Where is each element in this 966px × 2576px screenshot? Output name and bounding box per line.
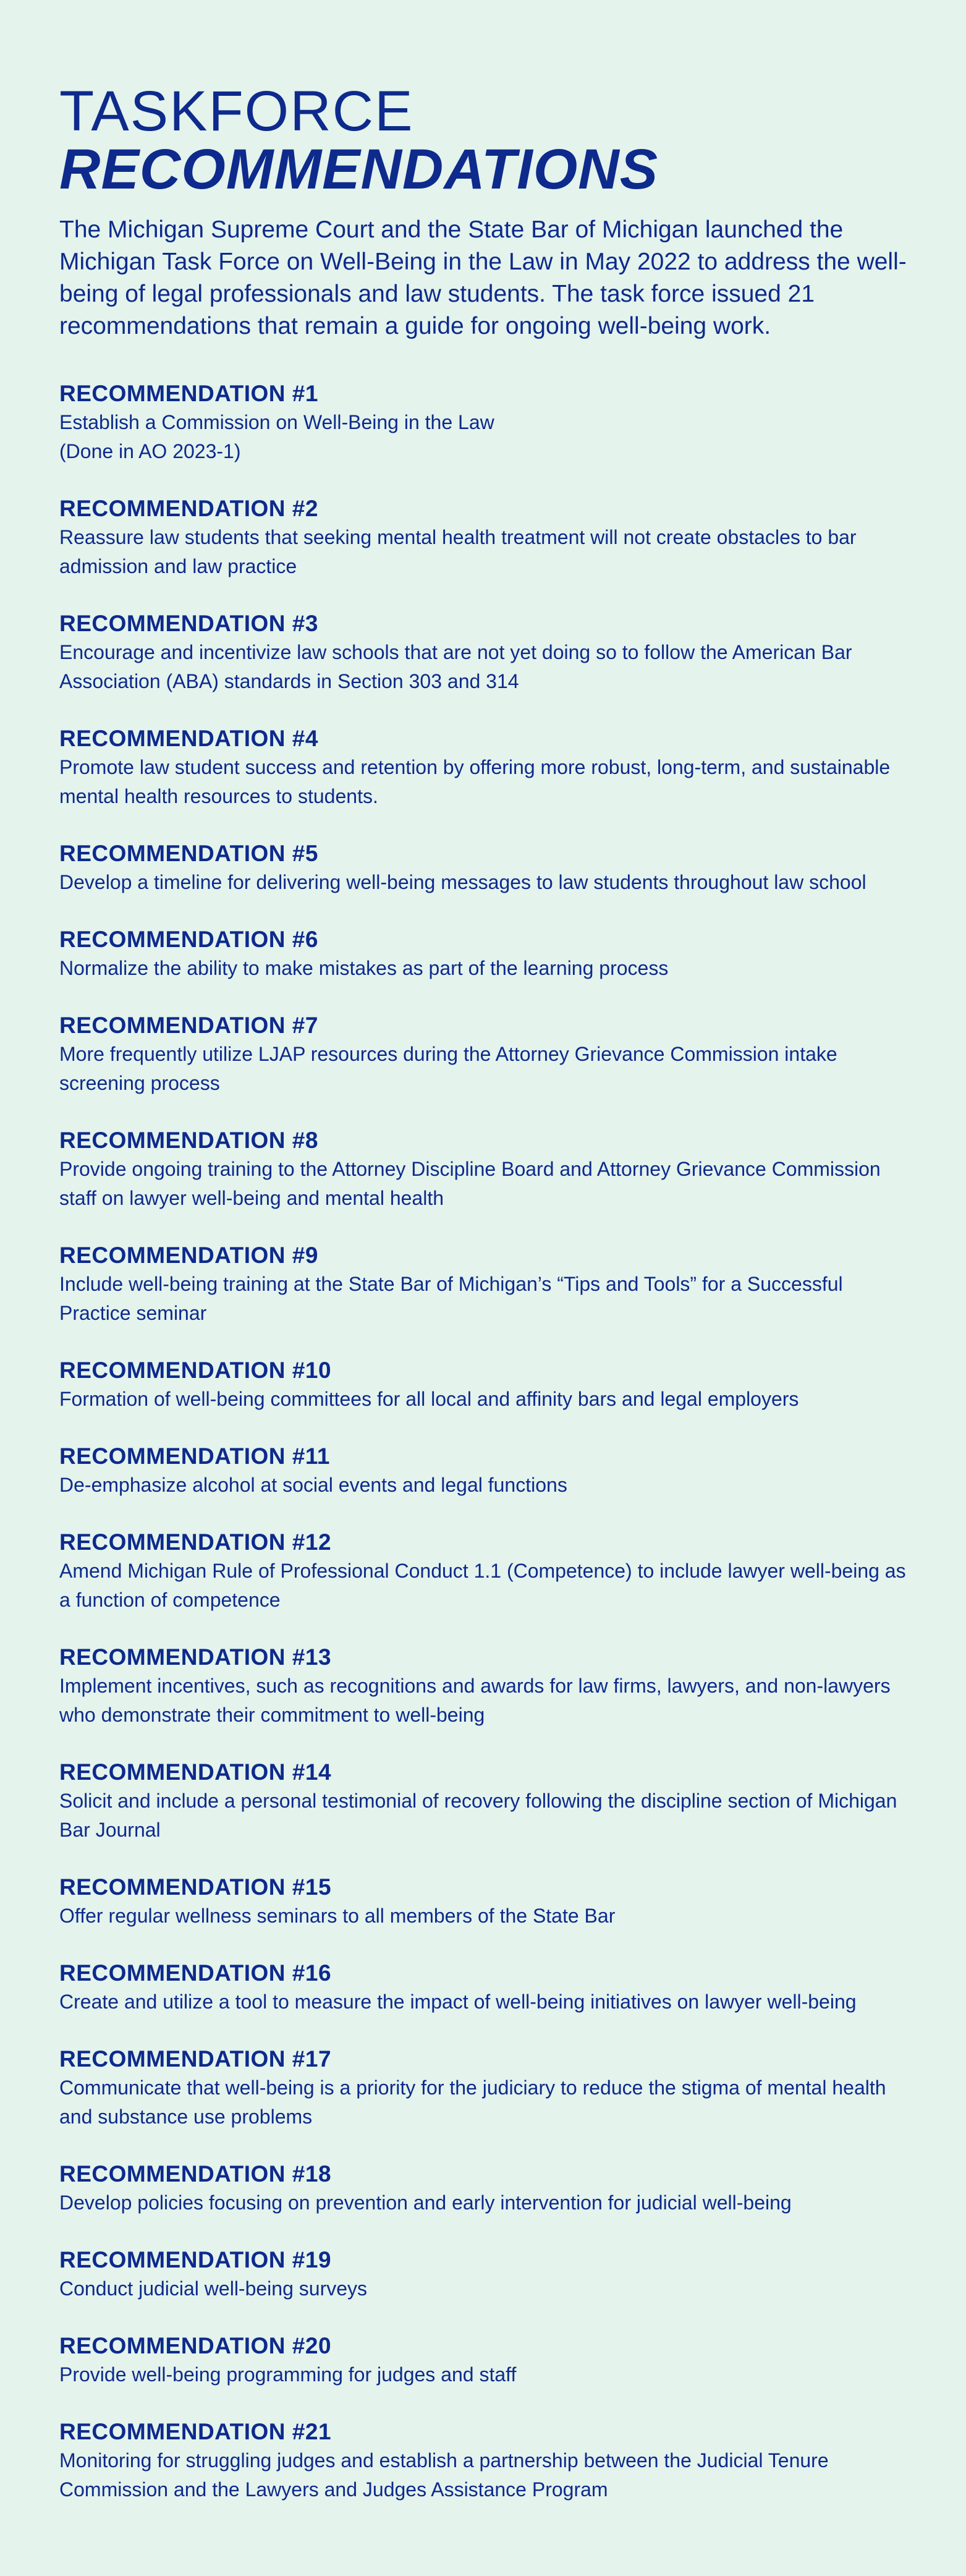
recommendation-title: RECOMMENDATION #7 <box>59 1013 318 1038</box>
document-page <box>59 80 912 2533</box>
recommendation-item <box>59 495 912 581</box>
recommendation-item <box>59 2160 912 2217</box>
recommendation-title: RECOMMENDATION #12 <box>59 1529 332 1555</box>
recommendation-item <box>59 1241 912 1328</box>
recommendation-title: RECOMMENDATION #17 <box>59 2046 332 2072</box>
recommendation-title: RECOMMENDATION #19 <box>59 2247 332 2272</box>
recommendation-body: Provide well-being programming for judges and staff <box>59 2363 517 2386</box>
recommendation-title: RECOMMENDATION #9 <box>59 1243 318 1268</box>
recommendation-item <box>59 1873 912 1931</box>
recommendation-title: RECOMMENDATION #11 <box>59 1443 330 1469</box>
recommendation-item <box>59 1126 912 1213</box>
recommendation-item <box>59 1528 912 1615</box>
recommendation-title: RECOMMENDATION #15 <box>59 1874 332 1900</box>
recommendation-title: RECOMMENDATION #2 <box>59 496 318 521</box>
recommendation-body: Monitoring for struggling judges and establish a partnership between the Judicial Tenure Commission and the Lawyers and Judges Assistance Program <box>59 2449 829 2501</box>
recommendation-body: Reassure law students that seeking mental health treatment will not create obstacles to bar admission and law practice <box>59 526 857 577</box>
recommendation-body: Create and utilize a tool to measure the impact of well-being initiatives on lawyer well-being <box>59 1991 857 2013</box>
recommendation-body: Implement incentives, such as recognitions and awards for law firms, lawyers, and non-lawyers who demonstrate their commitment to well-being <box>59 1675 891 1726</box>
recommendation-item <box>59 380 912 466</box>
recommendation-body: Encourage and incentivize law schools that are not yet doing so to follow the American Bar Association (ABA) standards in Section 303 and 314 <box>59 641 852 692</box>
recommendation-item <box>59 1356 912 1414</box>
recommendation-item <box>59 610 912 696</box>
recommendation-item <box>59 2045 912 2132</box>
recommendation-body: Solicit and include a personal testimonial of recovery following the discipline section of Michigan Bar Journal <box>59 1790 897 1841</box>
recommendation-item <box>59 840 912 897</box>
recommendation-title: RECOMMENDATION #21 <box>59 2419 332 2444</box>
recommendation-body: More frequently utilize LJAP resources during the Attorney Grievance Commission intake screening process <box>59 1043 837 1094</box>
recommendation-item <box>59 1011 912 1098</box>
recommendation-item <box>59 1758 912 1845</box>
intro-paragraph: The Michigan Supreme Court and the State Bar of Michigan launched the Michigan Task Force on Well-Being in the Law in May 2022 to address the well-being of legal professionals and law students. The task force issued 21 recommendations that remain a guide for ongoing well-being work. <box>59 216 907 339</box>
title-line-1: TASKFORCE <box>59 80 414 143</box>
recommendation-title: RECOMMENDATION #4 <box>59 726 318 751</box>
recommendation-item <box>59 2418 912 2504</box>
recommendation-body: Normalize the ability to make mistakes as part of the learning process <box>59 957 669 979</box>
recommendation-title: RECOMMENDATION #10 <box>59 1358 332 1383</box>
recommendation-title: RECOMMENDATION #1 <box>59 381 318 406</box>
recommendation-body: Offer regular wellness seminars to all members of the State Bar <box>59 1905 616 1927</box>
recommendation-item <box>59 1442 912 1500</box>
recommendation-title: RECOMMENDATION #8 <box>59 1128 318 1153</box>
recommendation-title: RECOMMENDATION #16 <box>59 1960 332 1986</box>
recommendation-item <box>59 925 912 983</box>
recommendation-item <box>59 725 912 811</box>
recommendation-body: Provide ongoing training to the Attorney Discipline Board and Attorney Grievance Commission staff on lawyer well-being and mental health <box>59 1158 881 1209</box>
recommendation-title: RECOMMENDATION #18 <box>59 2161 332 2187</box>
recommendation-title: RECOMMENDATION #20 <box>59 2333 332 2358</box>
recommendation-item <box>59 2246 912 2303</box>
recommendation-body: Establish a Commission on Well-Being in the Law (Done in AO 2023-1) <box>59 411 494 462</box>
title-line-2: RECOMMENDATIONS <box>59 138 659 201</box>
recommendation-title: RECOMMENDATION #3 <box>59 611 318 636</box>
recommendation-body: De-emphasize alcohol at social events and legal functions <box>59 1474 567 1496</box>
recommendation-body: Amend Michigan Rule of Professional Conduct 1.1 (Competence) to include lawyer well-being as a function of competence <box>59 1560 906 1611</box>
recommendations-list <box>59 380 912 2504</box>
recommendation-item <box>59 1959 912 2017</box>
recommendation-title: RECOMMENDATION #5 <box>59 841 318 866</box>
recommendation-body: Promote law student success and retention by offering more robust, long-term, and sustainable mental health resources to students. <box>59 756 891 807</box>
recommendation-body: Communicate that well-being is a priority for the judiciary to reduce the stigma of mental health and substance use problems <box>59 2077 886 2128</box>
recommendation-title: RECOMMENDATION #14 <box>59 1759 332 1785</box>
recommendation-body: Conduct judicial well-being surveys <box>59 2277 368 2300</box>
recommendation-item <box>59 1643 912 1730</box>
recommendation-item <box>59 2332 912 2389</box>
recommendation-body: Develop policies focusing on prevention and early intervention for judicial well-being <box>59 2191 792 2214</box>
recommendation-body: Include well-being training at the State Bar of Michigan’s “Tips and Tools” for a Successful Practice seminar <box>59 1273 843 1324</box>
recommendation-body: Formation of well-being committees for all local and affinity bars and legal employers <box>59 1388 799 1410</box>
recommendation-title: RECOMMENDATION #13 <box>59 1644 332 1670</box>
recommendation-body: Develop a timeline for delivering well-being messages to law students throughout law school <box>59 871 866 893</box>
recommendation-title: RECOMMENDATION #6 <box>59 927 318 952</box>
